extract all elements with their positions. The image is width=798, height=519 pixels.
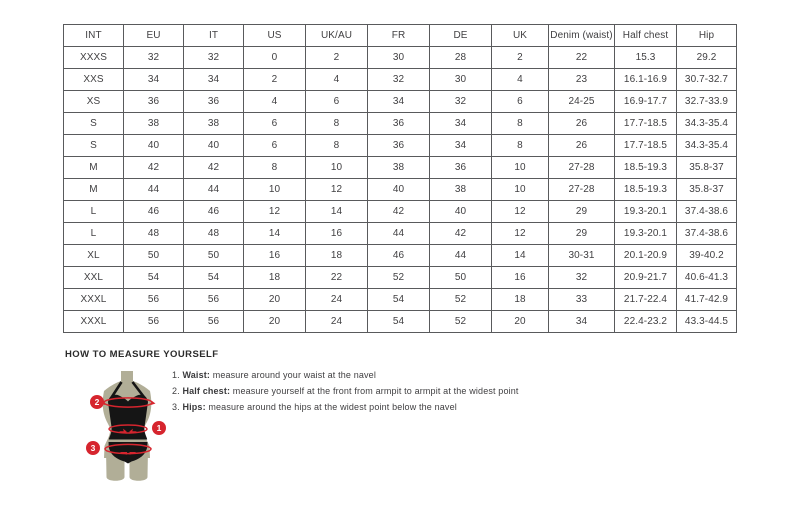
- table-cell: 16.1-16.9: [615, 69, 677, 91]
- table-row: [64, 311, 737, 333]
- table-cell: XS: [64, 91, 124, 113]
- table-cell: 10: [492, 157, 549, 179]
- table-row: [64, 135, 737, 157]
- table-cell: 8: [306, 113, 368, 135]
- table-cell: 41.7-42.9: [677, 289, 737, 311]
- table-cell: L: [64, 201, 124, 223]
- step-number: 2.: [172, 386, 180, 396]
- table-cell: 32: [124, 47, 184, 69]
- table-cell: 44: [430, 245, 492, 267]
- column-header-denim: Denim (waist): [549, 25, 615, 47]
- table-cell: S: [64, 135, 124, 157]
- table-cell: 40: [430, 201, 492, 223]
- table-cell: 30: [368, 47, 430, 69]
- table-cell: XXXL: [64, 289, 124, 311]
- table-cell: 16: [244, 245, 306, 267]
- table-cell: 20.9-21.7: [615, 267, 677, 289]
- table-cell: 40: [184, 135, 244, 157]
- table-cell: 28: [430, 47, 492, 69]
- table-cell: 38: [184, 113, 244, 135]
- table-row: [64, 91, 737, 113]
- table-cell: 12: [244, 201, 306, 223]
- step-term: Hips:: [182, 402, 206, 412]
- mannequin-illustration: [77, 369, 177, 487]
- table-cell: 50: [184, 245, 244, 267]
- table-cell: 6: [244, 113, 306, 135]
- table-cell: 18.5-19.3: [615, 157, 677, 179]
- table-cell: 42: [368, 201, 430, 223]
- table-cell: 27-28: [549, 157, 615, 179]
- table-cell: 32: [368, 69, 430, 91]
- table-cell: 38: [124, 113, 184, 135]
- column-header-hip: Hip: [677, 25, 737, 47]
- table-row: [64, 179, 737, 201]
- table-cell: XXL: [64, 267, 124, 289]
- table-cell: 34: [124, 69, 184, 91]
- table-cell: 32.7-33.9: [677, 91, 737, 113]
- table-cell: 32: [549, 267, 615, 289]
- table-cell: 36: [368, 135, 430, 157]
- table-row: [64, 157, 737, 179]
- step-number: 1.: [172, 370, 180, 380]
- table-row: [64, 289, 737, 311]
- table-cell: 52: [430, 311, 492, 333]
- table-cell: 20.1-20.9: [615, 245, 677, 267]
- table-cell: 15.3: [615, 47, 677, 69]
- table-cell: 56: [124, 311, 184, 333]
- table-cell: 56: [124, 289, 184, 311]
- table-cell: 19.3-20.1: [615, 201, 677, 223]
- table-cell: 8: [492, 113, 549, 135]
- table-cell: 37.4-38.6: [677, 223, 737, 245]
- table-cell: 10: [306, 157, 368, 179]
- table-cell: 43.3-44.5: [677, 311, 737, 333]
- table-cell: 56: [184, 311, 244, 333]
- table-cell: 46: [184, 201, 244, 223]
- table-cell: 8: [492, 135, 549, 157]
- table-cell: 26: [549, 135, 615, 157]
- table-cell: 33: [549, 289, 615, 311]
- table-cell: 36: [430, 157, 492, 179]
- table-cell: 18: [244, 267, 306, 289]
- table-cell: 54: [368, 289, 430, 311]
- table-cell: 40: [124, 135, 184, 157]
- table-cell: 18: [492, 289, 549, 311]
- table-cell: S: [64, 113, 124, 135]
- table-cell: 36: [124, 91, 184, 113]
- badge-waist-label: 1: [156, 423, 162, 433]
- table-cell: M: [64, 157, 124, 179]
- table-cell: 12: [492, 201, 549, 223]
- table-row: [64, 223, 737, 245]
- table-cell: 30: [430, 69, 492, 91]
- table-cell: 16: [492, 267, 549, 289]
- table-cell: 4: [306, 69, 368, 91]
- table-cell: 36: [184, 91, 244, 113]
- step-term: Half chest:: [182, 386, 231, 396]
- step-term: Waist:: [182, 370, 211, 380]
- measure-steps-list: [172, 371, 519, 419]
- table-cell: 20: [492, 311, 549, 333]
- table-cell: 8: [306, 135, 368, 157]
- table-cell: 42: [124, 157, 184, 179]
- table-cell: 27-28: [549, 179, 615, 201]
- table-cell: 14: [492, 245, 549, 267]
- table-cell: 29: [549, 223, 615, 245]
- table-row: [64, 113, 737, 135]
- table-header-row: [64, 25, 737, 47]
- table-cell: 2: [244, 69, 306, 91]
- table-cell: 34: [549, 311, 615, 333]
- measure-step-half-chest: [172, 387, 519, 397]
- table-cell: 35.8-37: [677, 179, 737, 201]
- column-header-eu: EU: [124, 25, 184, 47]
- table-cell: 18.5-19.3: [615, 179, 677, 201]
- table-cell: 44: [184, 179, 244, 201]
- table-cell: 32: [184, 47, 244, 69]
- table-cell: 23: [549, 69, 615, 91]
- table-cell: M: [64, 179, 124, 201]
- table-cell: 48: [124, 223, 184, 245]
- column-header-int: INT: [64, 25, 124, 47]
- table-cell: 42: [430, 223, 492, 245]
- table-cell: 34: [184, 69, 244, 91]
- table-cell: 44: [368, 223, 430, 245]
- table-cell: 38: [430, 179, 492, 201]
- table-cell: 17.7-18.5: [615, 113, 677, 135]
- table-cell: 54: [184, 267, 244, 289]
- table-cell: 38: [368, 157, 430, 179]
- table-cell: 24: [306, 289, 368, 311]
- table-cell: 37.4-38.6: [677, 201, 737, 223]
- table-cell: 46: [368, 245, 430, 267]
- step-text: measure yourself at the front from armpit to armpit at the widest point: [230, 386, 519, 396]
- table-cell: XXS: [64, 69, 124, 91]
- column-header-uk: UK: [492, 25, 549, 47]
- table-row: [64, 47, 737, 69]
- table-cell: 54: [124, 267, 184, 289]
- table-cell: 6: [492, 91, 549, 113]
- badge-chest-label: 2: [94, 397, 100, 407]
- table-cell: 2: [306, 47, 368, 69]
- table-row: [64, 245, 737, 267]
- size-chart-table: [63, 24, 737, 333]
- table-cell: 4: [244, 91, 306, 113]
- column-header-it: IT: [184, 25, 244, 47]
- table-cell: 34: [368, 91, 430, 113]
- table-cell: 50: [124, 245, 184, 267]
- step-text: measure around your waist at the navel: [210, 370, 376, 380]
- table-cell: 20: [244, 289, 306, 311]
- table-cell: 39-40.2: [677, 245, 737, 267]
- table-cell: 24-25: [549, 91, 615, 113]
- table-cell: L: [64, 223, 124, 245]
- step-number: 3.: [172, 402, 180, 412]
- table-cell: 22: [306, 267, 368, 289]
- column-header-uk-au: UK/AU: [306, 25, 368, 47]
- table-cell: 36: [368, 113, 430, 135]
- table-cell: 34.3-35.4: [677, 135, 737, 157]
- table-cell: 30.7-32.7: [677, 69, 737, 91]
- table-row: [64, 267, 737, 289]
- table-cell: 50: [430, 267, 492, 289]
- column-header-de: DE: [430, 25, 492, 47]
- column-header-half-chest: Half chest: [615, 25, 677, 47]
- table-cell: 52: [430, 289, 492, 311]
- table-cell: 56: [184, 289, 244, 311]
- table-cell: 26: [549, 113, 615, 135]
- table-cell: 2: [492, 47, 549, 69]
- table-cell: 10: [492, 179, 549, 201]
- badge-hips-label: 3: [90, 443, 96, 453]
- table-cell: 14: [244, 223, 306, 245]
- table-cell: 34: [430, 135, 492, 157]
- table-cell: 4: [492, 69, 549, 91]
- table-row: [64, 69, 737, 91]
- table-cell: 12: [492, 223, 549, 245]
- measurement-figure: [77, 369, 177, 487]
- table-cell: 20: [244, 311, 306, 333]
- table-cell: 16.9-17.7: [615, 91, 677, 113]
- size-table-rows: [64, 47, 737, 333]
- table-cell: 21.7-22.4: [615, 289, 677, 311]
- table-cell: 22.4-23.2: [615, 311, 677, 333]
- table-cell: 52: [368, 267, 430, 289]
- table-cell: 17.7-18.5: [615, 135, 677, 157]
- table-cell: 10: [244, 179, 306, 201]
- table-cell: 44: [124, 179, 184, 201]
- table-cell: XXXL: [64, 311, 124, 333]
- table-cell: 34.3-35.4: [677, 113, 737, 135]
- table-cell: 35.8-37: [677, 157, 737, 179]
- table-cell: 16: [306, 223, 368, 245]
- table-row: [64, 201, 737, 223]
- column-header-fr: FR: [368, 25, 430, 47]
- step-text: measure around the hips at the widest point below the navel: [205, 402, 457, 412]
- table-cell: 34: [430, 113, 492, 135]
- table-cell: 19.3-20.1: [615, 223, 677, 245]
- table-cell: 29: [549, 201, 615, 223]
- table-cell: 22: [549, 47, 615, 69]
- table-cell: 29.2: [677, 47, 737, 69]
- measure-section-heading: HOW TO MEASURE YOURSELF: [65, 349, 219, 360]
- table-cell: 54: [368, 311, 430, 333]
- table-cell: 40: [368, 179, 430, 201]
- table-cell: 32: [430, 91, 492, 113]
- table-cell: 8: [244, 157, 306, 179]
- table-cell: 48: [184, 223, 244, 245]
- column-header-us: US: [244, 25, 306, 47]
- table-cell: 18: [306, 245, 368, 267]
- table-cell: 30-31: [549, 245, 615, 267]
- table-cell: 0: [244, 47, 306, 69]
- table-cell: 24: [306, 311, 368, 333]
- table-cell: XXXS: [64, 47, 124, 69]
- table-cell: 6: [306, 91, 368, 113]
- table-cell: XL: [64, 245, 124, 267]
- measure-step-waist: [172, 371, 519, 381]
- table-cell: 6: [244, 135, 306, 157]
- table-cell: 12: [306, 179, 368, 201]
- table-cell: 14: [306, 201, 368, 223]
- measure-step-hips: [172, 403, 519, 413]
- table-cell: 46: [124, 201, 184, 223]
- table-cell: 42: [184, 157, 244, 179]
- table-cell: 40.6-41.3: [677, 267, 737, 289]
